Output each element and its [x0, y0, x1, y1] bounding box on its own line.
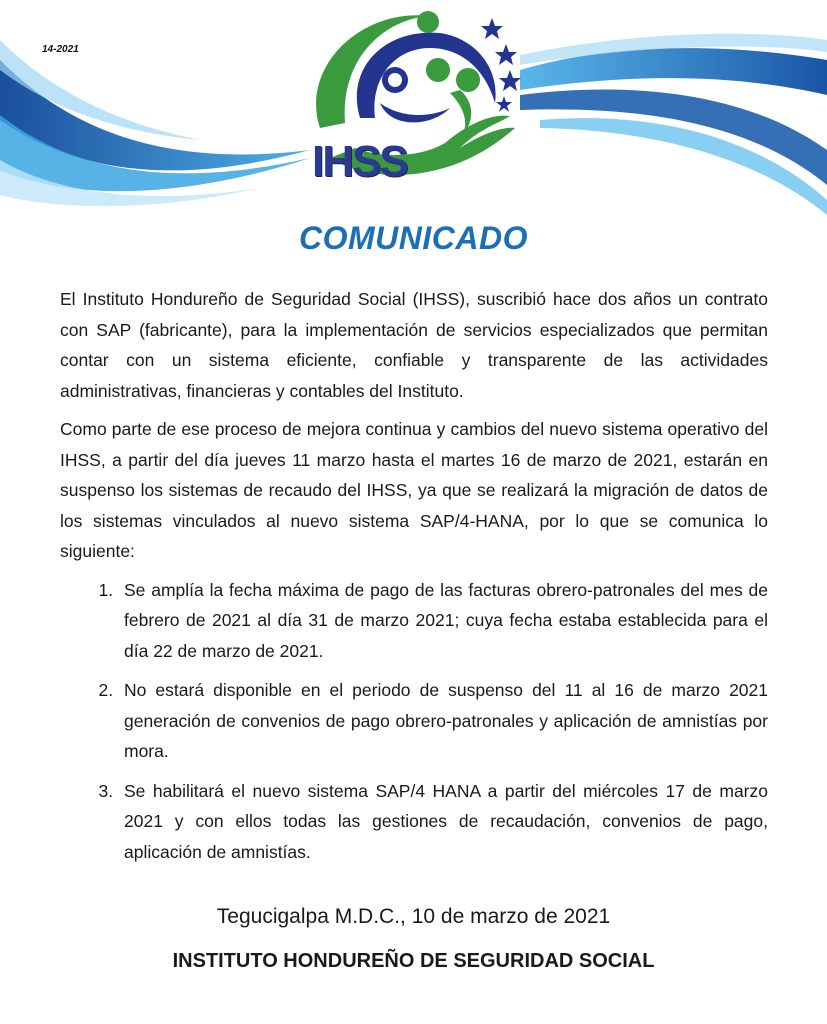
- document-number: 14-2021: [42, 44, 79, 55]
- list-item: 2. No estará disponible en el periodo de suspenso del 11 al 16 de marzo 2021 generación de convenios de pago obrero-patronales y aplicación de amnistías por mora.: [118, 675, 768, 767]
- paragraph: Como parte de ese proceso de mejora continua y cambios del nuevo sistema operativo del IHSS, a partir del día jueves 11 marzo hasta el martes 16 de marzo de 2021, estarán en suspenso los sistemas de recaudo del IHSS, ya que se realizará la migración de datos de los sistemas vinculados al nuevo sistema SAP/4-HANA, por lo que se comunica lo siguiente:: [60, 419, 768, 561]
- footer-city-date: Tegucigalpa M.D.C., 10 de marzo de 2021: [216, 905, 611, 928]
- page-title: COMUNICADO: [299, 220, 528, 256]
- document-body: [60, 284, 768, 876]
- list-item: 1. Se amplía la fecha máxima de pago de las facturas obrero-patronales del mes de febrero de 2021 al día 31 de marzo 2021; cuya fecha estaba establecida para el día 22 de marzo de 2021.: [118, 575, 768, 667]
- numbered-list: [60, 575, 768, 868]
- logo-text: IHSS: [312, 137, 407, 186]
- footer-organization: INSTITUTO HONDUREÑO DE SEGURIDAD SOCIAL: [172, 950, 655, 972]
- paragraph: El Instituto Hondureño de Seguridad Social (IHSS), suscribió hace dos años un contrato con SAP (fabricante), para la implementación de servicios especializados que permitan contar con un sistema eficiente, confiable y transparente de las actividades administrativas, financieras y contables del Instituto.: [60, 289, 768, 401]
- list-item: 3. Se habilitará el nuevo sistema SAP/4 HANA a partir del miércoles 17 de marzo 2021 y con ellos todas las gestiones de recaudación, convenios de pago, aplicación de amnistías.: [118, 776, 768, 868]
